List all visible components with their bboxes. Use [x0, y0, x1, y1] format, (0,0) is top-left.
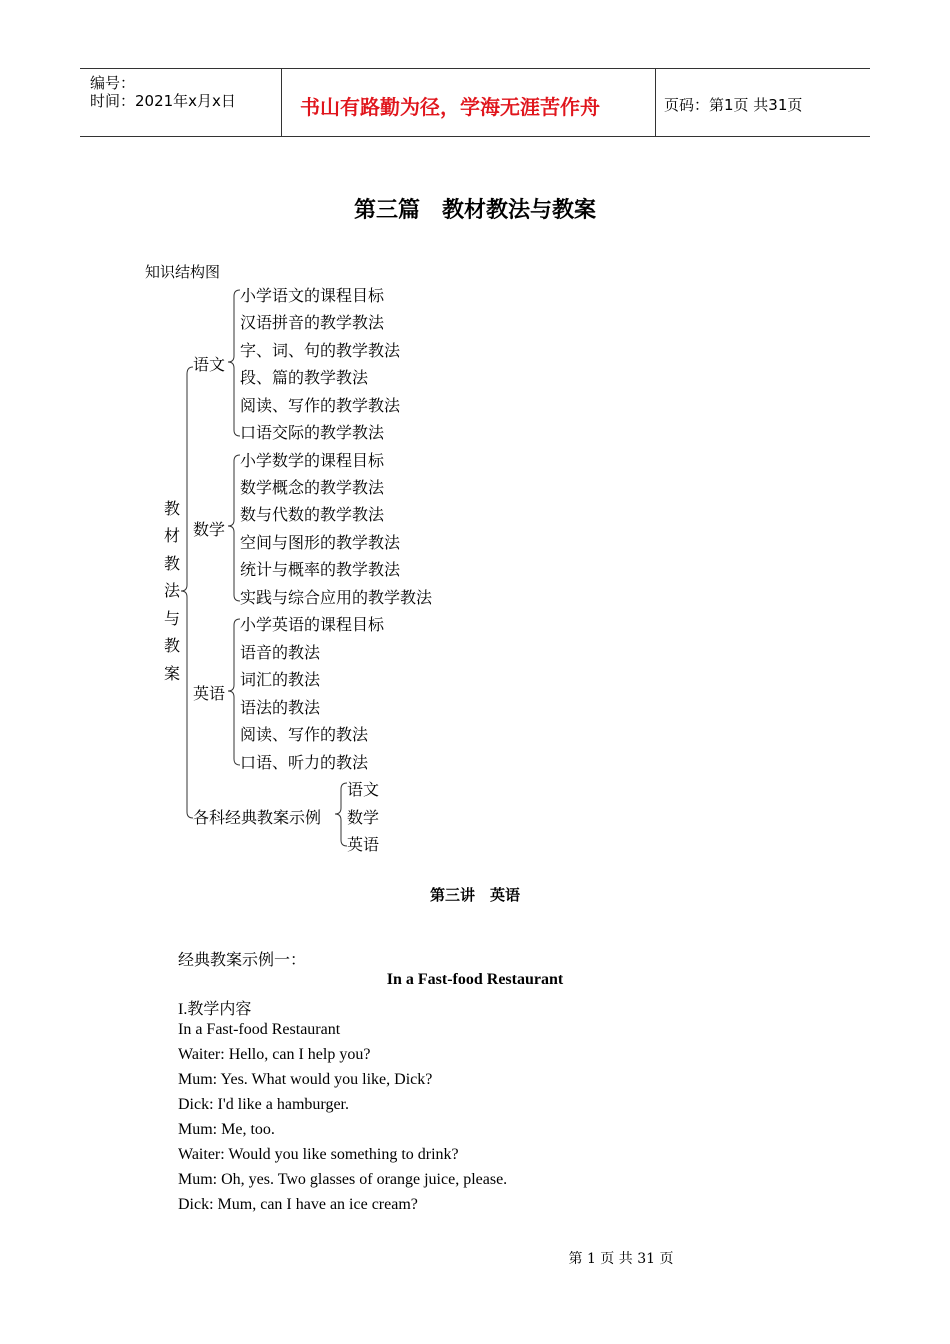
branch-brace-yuwen [228, 290, 240, 436]
diagram-item: 空间与图形的教学教法 [240, 533, 401, 552]
root-char: 教 [164, 636, 181, 655]
branch-brace-examples [335, 783, 347, 846]
header-page-label: 页码：第1页 共31页 [664, 96, 803, 114]
root-char: 教 [164, 499, 181, 518]
diagram-item: 实践与综合应用的教学教法 [240, 588, 433, 607]
branch-shuxue: 数学 [193, 520, 226, 539]
diagram-item: 数学概念的教学教法 [240, 478, 385, 497]
root-brace [181, 367, 193, 818]
diagram-label: 知识结构图 [145, 263, 221, 281]
root-char: 案 [164, 664, 181, 683]
example-label: 经典教案示例一： [178, 950, 307, 969]
diagram-item: 阅读、写作的教法 [240, 725, 369, 744]
diagram-item: 口语交际的教学教法 [240, 423, 385, 442]
lesson-line: Mum: Oh, yes. Two glasses of orange juice, please. [178, 1171, 508, 1188]
diagram-item: 口语、听力的教法 [240, 753, 369, 772]
lesson-line: Waiter: Hello, can I help you? [178, 1046, 371, 1063]
lesson-line: Waiter: Would you like something to drink? [178, 1146, 459, 1163]
diagram-item: 语音的教法 [240, 643, 321, 662]
diagram-item: 统计与概率的教学教法 [240, 560, 401, 579]
root-char: 材 [164, 526, 181, 545]
diagram-item: 段、篇的教学教法 [240, 368, 369, 387]
branch-brace-yingyu [228, 619, 240, 765]
root-char: 法 [164, 581, 181, 600]
lesson-line: Dick: Mum, can I have an ice cream? [178, 1196, 418, 1213]
root-char: 教 [164, 554, 181, 573]
diagram-item: 小学数学的课程目标 [240, 451, 385, 470]
lesson-line: In a Fast-food Restaurant [178, 1021, 341, 1038]
header-time-label: 时间：2021年x月x日 [90, 92, 236, 110]
root-char: 与 [164, 609, 181, 628]
branch-yuwen: 语文 [193, 355, 226, 374]
lesson-line: Dick: I'd like a hamburger. [178, 1096, 349, 1113]
diagram-item: 阅读、写作的教学教法 [240, 396, 401, 415]
header-number-label: 编号： [90, 74, 136, 92]
diagram-item: 英语 [347, 835, 380, 854]
diagram-item: 汉语拼音的教学教法 [240, 313, 385, 332]
lesson-title: In a Fast-food Restaurant [386, 971, 564, 988]
header-motto: 书山有路勤为径，学海无涯苦作舟 [300, 95, 600, 119]
diagram-item: 数学 [347, 808, 380, 827]
diagram-item: 语法的教法 [240, 698, 321, 717]
lesson-line: Mum: Yes. What would you like, Dick? [178, 1071, 433, 1088]
diagram-item: 数与代数的教学教法 [240, 505, 385, 524]
branch-brace-shuxue [228, 455, 240, 601]
diagram-item: 小学语文的课程目标 [240, 286, 385, 305]
section-title: 第三讲 英语 [429, 886, 520, 904]
diagram-item: 语文 [347, 780, 380, 799]
page-title: 第三篇 教材教法与教案 [353, 197, 596, 223]
branch-yingyu: 英语 [193, 684, 226, 703]
diagram-item: 词汇的教法 [240, 670, 321, 689]
page-footer: 第 1 页 共 31 页 [568, 1251, 674, 1267]
branch-examples: 各科经典教案示例 [193, 808, 322, 827]
diagram-item: 字、词、句的教学教法 [240, 341, 401, 360]
diagram-item: 小学英语的课程目标 [240, 615, 385, 634]
lesson-line: I.教学内容 [178, 1001, 252, 1018]
lesson-line: Mum: Me, too. [178, 1121, 275, 1138]
